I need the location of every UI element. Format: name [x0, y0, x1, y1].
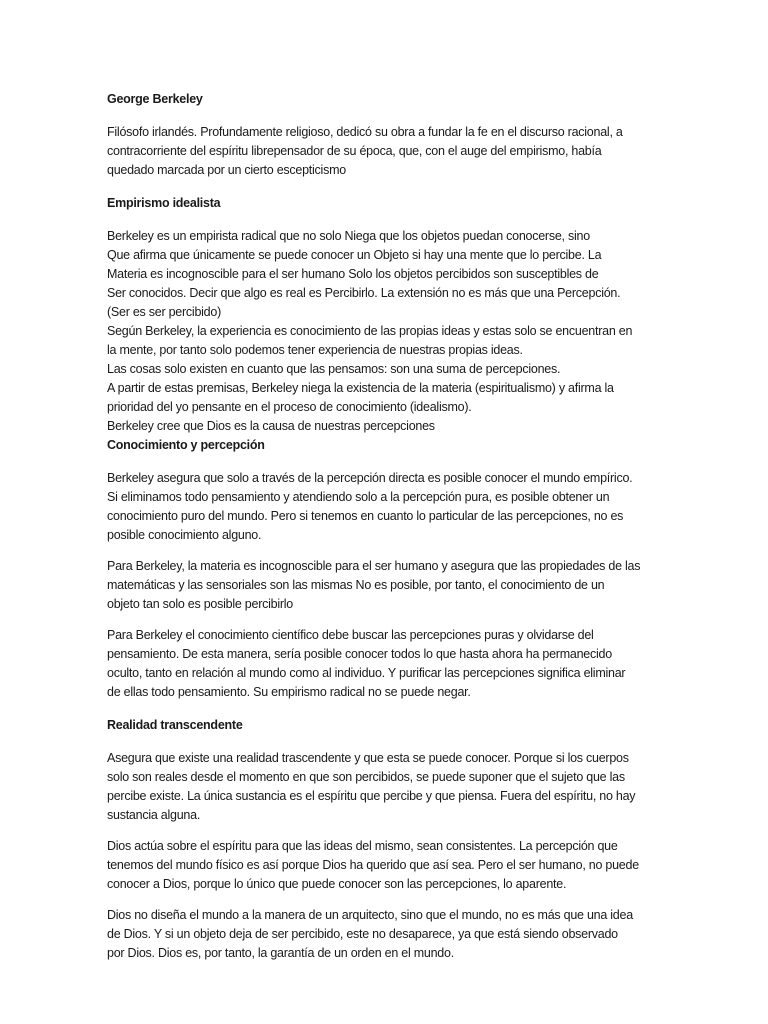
text-line: posible conocimiento alguno.: [107, 528, 262, 542]
text-line: Las cosas solo existen en cuanto que las pensamos: son una suma de percepciones.: [107, 362, 561, 376]
empirismo-paragraph: [107, 227, 667, 436]
text-line: conocimiento puro del mundo. Pero si tenemos en cuanto lo particular de las percepciones, no es: [107, 509, 624, 523]
text-line: pensamiento. De esta manera, sería posible conocer todos lo que hasta ahora ha permanecido: [107, 647, 612, 661]
text-line: Para Berkeley, la materia es incognoscible para el ser humano y asegura que las propiedades de las: [107, 559, 641, 573]
text-line: Berkeley es un empirista radical que no solo Niega que los objetos puedan conocerse, sino: [107, 229, 590, 243]
text-line: Berkeley asegura que solo a través de la percepción directa es posible conocer el mundo empírico.: [107, 471, 633, 485]
text-line: (Ser es ser percibido): [107, 305, 221, 319]
text-line: quedado marcada por un cierto escepticismo: [107, 163, 346, 177]
document-title: George Berkeley: [107, 92, 203, 106]
text-line: sustancia alguna.: [107, 808, 201, 822]
section-heading-conocimiento-y-percepcion: Conocimiento y percepción: [107, 438, 265, 452]
text-line: A partir de estas premisas, Berkeley niega la existencia de la materia (espiritualismo) y afirma la: [107, 381, 614, 395]
text-line: conocer a Dios, porque lo único que puede conocer son las percepciones, lo aparente.: [107, 877, 567, 891]
text-line: oculto, tanto en relación al mundo como al individuo. Y purificar las percepciones significa eliminar: [107, 666, 626, 680]
text-line: por Dios. Dios es, por tanto, la garantía de un orden en el mundo.: [107, 946, 454, 960]
text-line: Filósofo irlandés. Profundamente religioso, dedicó su obra a fundar la fe en el discurso racional, a: [107, 125, 623, 139]
text-line: Ser conocidos. Decir que algo es real es Percibirlo. La extensión no es más que una Percepción.: [107, 286, 621, 300]
text-line: Para Berkeley el conocimiento científico debe buscar las percepciones puras y olvidarse del: [107, 628, 594, 642]
text-line: prioridad del yo pensante en el proceso de conocimiento (idealismo).: [107, 400, 472, 414]
section-heading-realidad-transcendente: Realidad transcendente: [107, 718, 243, 732]
text-line: Que afirma que únicamente se puede conocer un Objeto si hay una mente que lo percibe. La: [107, 248, 602, 262]
conocimiento-paragraph-3: [107, 626, 667, 702]
text-line: objeto tan solo es posible percibirlo: [107, 597, 294, 611]
text-line: de ellas todo pensamiento. Su empirismo radical no se puede negar.: [107, 685, 471, 699]
text-line: Dios no diseña el mundo a la manera de un arquitecto, sino que el mundo, no es más que una idea: [107, 908, 633, 922]
realidad-paragraph-3: [107, 906, 667, 963]
text-line: Si eliminamos todo pensamiento y atendiendo solo a la percepción pura, es posible obtener un: [107, 490, 610, 504]
text-line: tenemos del mundo físico es así porque Dios ha querido que así sea. Pero el ser humano, no puede: [107, 858, 639, 872]
document-page: [107, 90, 667, 963]
intro-paragraph: [107, 123, 667, 180]
text-line: contracorriente del espíritu librepensador de su época, que, con el auge del empirismo, había: [107, 144, 602, 158]
conocimiento-paragraph-2: [107, 557, 667, 614]
text-line: solo son reales desde el momento en que son percibidos, se puede suponer que el sujeto que las: [107, 770, 625, 784]
text-line: Según Berkeley, la experiencia es conocimiento de las propias ideas y estas solo se encuentran en: [107, 324, 633, 338]
text-line: Dios actúa sobre el espíritu para que las ideas del mismo, sean consistentes. La percepción que: [107, 839, 618, 853]
text-line: de Dios. Y si un objeto deja de ser percibido, este no desaparece, ya que está siendo observado: [107, 927, 618, 941]
text-line: matemáticas y las sensoriales son las mismas No es posible, por tanto, el conocimiento de un: [107, 578, 605, 592]
text-line: Materia es incognoscible para el ser humano Solo los objetos percibidos son susceptibles de: [107, 267, 599, 281]
text-line: la mente, por tanto solo podemos tener experiencia de nuestras propias ideas.: [107, 343, 523, 357]
section-heading-empirismo-idealista: Empirismo idealista: [107, 196, 221, 210]
text-line: percibe existe. La única sustancia es el espíritu que percibe y que piensa. Fuera del espíritu, no hay: [107, 789, 636, 803]
text-line: Asegura que existe una realidad trascendente y que esta se puede conocer. Porque si los cuerpos: [107, 751, 629, 765]
realidad-paragraph-2: [107, 837, 667, 894]
conocimiento-paragraph-1: [107, 469, 667, 545]
text-line: Berkeley cree que Dios es la causa de nuestras percepciones: [107, 419, 435, 433]
realidad-paragraph-1: [107, 749, 667, 825]
